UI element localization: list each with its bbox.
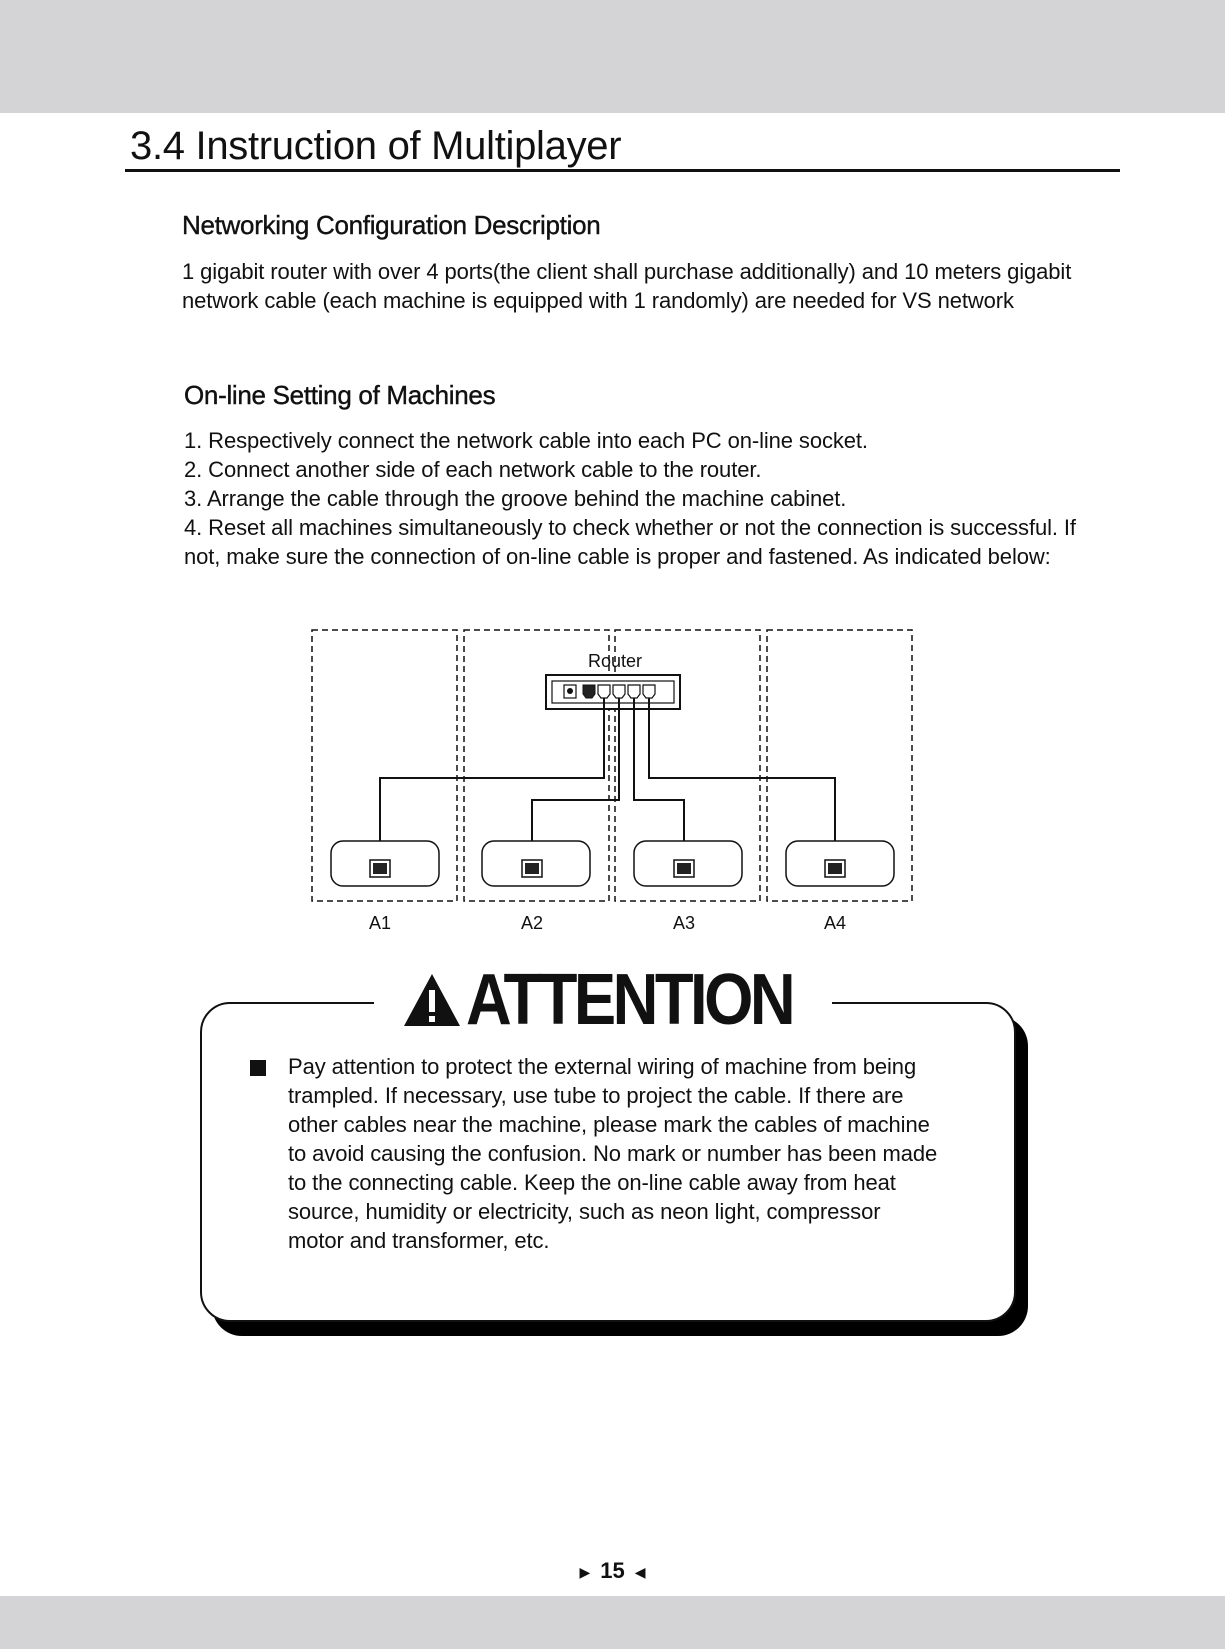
page-number: 15 bbox=[600, 1558, 625, 1583]
step-item: 4. Reset all machines simultaneously to check whether or not the connection is successful. If not, make sure the connection of on-line cable is proper and fastened. As indicated below: bbox=[184, 515, 1076, 569]
bottom-band bbox=[0, 1596, 1225, 1649]
attention-title: ATTENTION bbox=[466, 960, 793, 1040]
attention-heading bbox=[402, 960, 837, 1040]
warning-triangle-icon bbox=[402, 972, 462, 1028]
machine-a1 bbox=[331, 841, 439, 886]
cable-a3 bbox=[634, 698, 684, 862]
machine-label-a1: A1 bbox=[368, 913, 392, 933]
cable-a1 bbox=[380, 698, 604, 862]
networking-text: 1 gigabit router with over 4 ports(the client shall purchase additionally) and 10 meters gigabit network cable (each machine is equipped with 1 randomly) are needed for VS network bbox=[182, 259, 1072, 313]
step-item: 3. Arrange the cable through the groove behind the machine cabinet. bbox=[184, 486, 847, 511]
machine-a3 bbox=[634, 841, 742, 886]
machine-label-a2: A2 bbox=[520, 913, 544, 933]
machine-label-a4: A4 bbox=[823, 913, 847, 933]
router-label: Router bbox=[587, 651, 643, 671]
bullet-square-icon bbox=[250, 1060, 266, 1076]
page-footer bbox=[0, 1556, 1225, 1587]
step-item: 1. Respectively connect the network cable into each PC on-line socket. bbox=[184, 428, 868, 453]
attention-text: Pay attention to protect the external wiring of machine from being trampled. If necessary, use tube to project the cable. If there are other cables near the machine, please mark the cables of machine to avoid causing the confusion. No mark or number has been made to the connecting cable. Keep the on-line cable away from heat source, humidity or electricity, such as neon light, compressor motor and transformer, etc. bbox=[288, 1054, 938, 1253]
online-heading: On-line Setting of Machines bbox=[184, 380, 496, 410]
machine-label-a3: A3 bbox=[672, 913, 696, 933]
right-arrow-icon: ▶ bbox=[579, 1564, 591, 1581]
machine-a4 bbox=[786, 841, 894, 886]
left-arrow-icon: ◀ bbox=[634, 1564, 646, 1581]
section-title: 3.4 Instruction of Multiplayer bbox=[130, 124, 622, 168]
step-item: 2. Connect another side of each network cable to the router. bbox=[184, 457, 762, 482]
cable-a2 bbox=[532, 698, 619, 862]
networking-heading: Networking Configuration Description bbox=[182, 210, 601, 240]
machine-a2 bbox=[482, 841, 590, 886]
cable-a4 bbox=[649, 698, 835, 862]
router-icon bbox=[546, 675, 680, 709]
